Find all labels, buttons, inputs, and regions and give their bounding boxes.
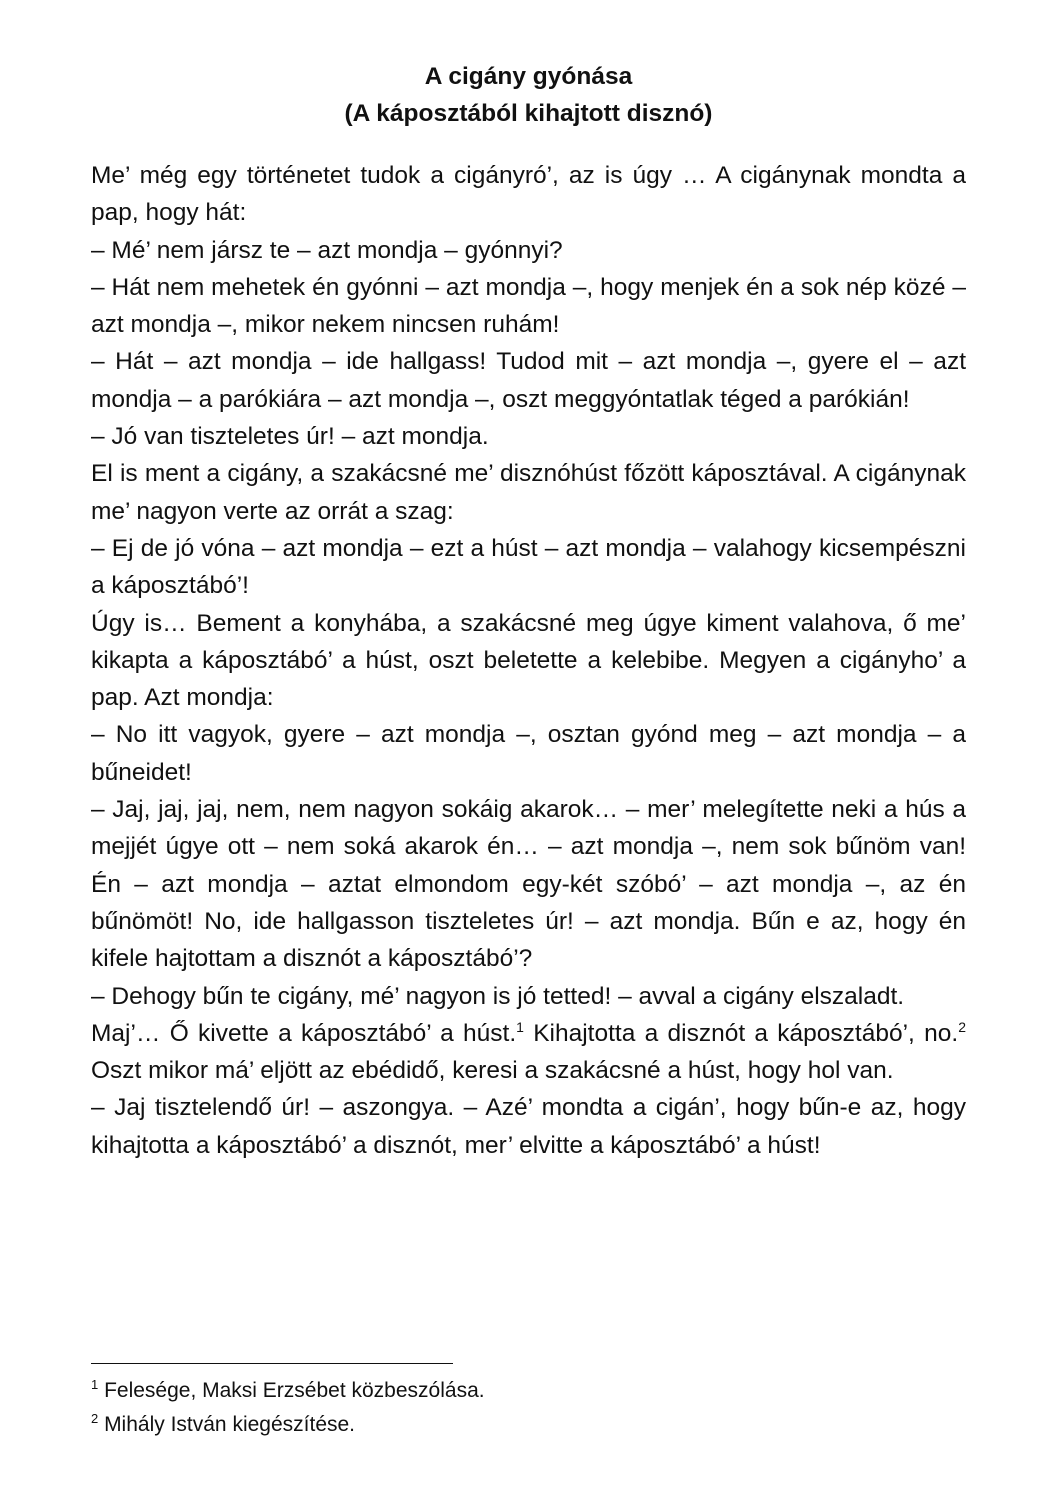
paragraph: Úgy is… Bement a konyhába, a szakácsné meg úgye kiment valahova, ő me’ kikapta a káposztábó’ a húst, oszt beletette a kelebibe. Megyen a cigányho’ a pap. Azt mondja:: [91, 609, 966, 712]
paragraph: – No itt vagyok, gyere – azt mondja –, osztan gyónd meg – azt mondja – a bűneidet!: [91, 721, 966, 786]
footnote-2: [91, 1408, 966, 1442]
paragraph: Me’ még egy történetet tudok a cigányró’, az is úgy … A cigánynak mondta a pap, hogy hát:: [91, 162, 966, 227]
paragraph: – Mé’ nem jársz te – azt mondja – gyónnyi?: [91, 236, 563, 264]
title-line-2: (A káposztából kihajtott disznó): [344, 100, 713, 127]
paragraph: – Dehogy bűn te cigány, mé’ nagyon is jó tetted! – avval a cigány elszaladt.: [91, 982, 905, 1010]
paragraph-text: Kihajtotta a disznót a káposztábó’, no.: [523, 1019, 959, 1047]
paragraph: – Jó van tiszteletes úr! – azt mondja.: [91, 423, 489, 451]
footnote-text: Mihály István kiegészítése.: [98, 1413, 356, 1436]
document-title: [91, 58, 966, 132]
paragraph: – Jaj, jaj, jaj, nem, nem nagyon sokáig akarok… – mer’ melegítette neki a hús a mejjét úgye ott – nem soká akarok én… – azt mondja –, nem sok bűnöm van! Én – azt mondja – aztat elmondom egy-két szóbó’ – azt mondja –, az én bűnömöt! No, ide hallgasson tiszteletes úr! – azt mondja. Bűn e az, hogy én kifele hajtottam a disznót a káposztábó’?: [91, 796, 966, 973]
paragraph: – Hát nem mehetek én gyónni – azt mondja –, hogy menjek én a sok nép közé – azt mondja –, mikor nekem nincsen ruhám!: [91, 273, 966, 339]
footnotes: [91, 1363, 966, 1442]
footnote-1: [91, 1374, 966, 1408]
story-body: [91, 157, 966, 1164]
paragraph-text: Oszt mikor má’ eljött az ebédidő, keresi a szakácsné a húst, hogy hol van.: [91, 1057, 894, 1085]
paragraph: – Jaj tisztelendő úr! – aszongya. – Azé’ mondta a cigán’, hogy bűn-e az, hogy kihajtotta a káposztábó’ a disznót, mer’ elvitte a káposztábó’ a húst!: [91, 1094, 966, 1159]
paragraph: El is ment a cigány, a szakácsné me’ disznóhúst főzött káposztával. A cigánynak me’ nagyon verte az orrát a szag:: [91, 460, 966, 525]
footnote-number: 2: [91, 1411, 99, 1426]
paragraph: – Ej de jó vóna – azt mondja – ezt a húst – azt mondja – valahogy kicsempészni a káposztábó’!: [91, 534, 966, 600]
title-line-1: A cigány gyónása: [424, 63, 633, 90]
footnote-ref-2[interactable]: 2: [958, 1018, 966, 1035]
paragraph: – Hát – azt mondja – ide hallgass! Tudod mit – azt mondja –, gyere el – azt mondja – a parókiára – azt mondja –, oszt meggyóntatlak téged a parókián!: [91, 348, 966, 413]
footnote-text: Felesége, Maksi Erzsébet közbeszólása.: [98, 1379, 485, 1402]
footnote-number: 1: [91, 1377, 99, 1392]
paragraph-with-footnotes: [91, 1015, 966, 1090]
footnote-ref-1[interactable]: 1: [516, 1018, 524, 1035]
paragraph-text: Maj’… Ő kivette a káposztábó’ a húst.: [91, 1019, 517, 1047]
footnote-divider: [91, 1363, 453, 1364]
